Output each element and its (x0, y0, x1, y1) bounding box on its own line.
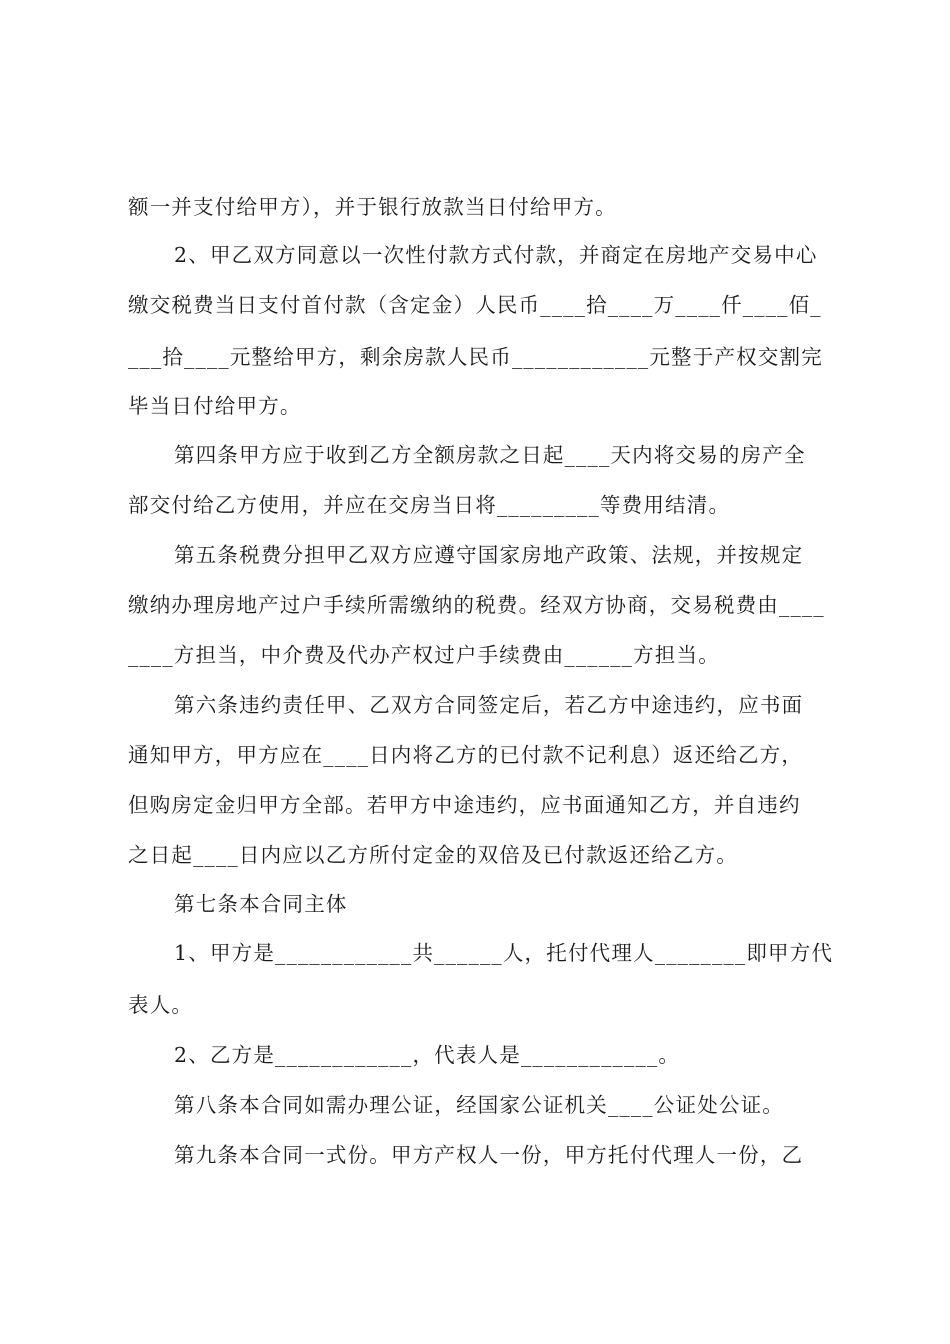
text-line: 第九条本合同一式份。甲方产权人一份，甲方托付代理人一份，乙 (174, 1143, 804, 1167)
text-line: 第五条税费分担甲乙双方应遵守国家房地产政策、法规，并按规定 (174, 543, 804, 567)
text-line: 缴纳办理房地产过户手续所需缴纳的税费。经双方协商，交易税费由____ (128, 593, 825, 617)
text-line: ___拾____元整给甲方，剩余房款人民币____________元整于产权交割完 (128, 345, 823, 369)
text-line: 缴交税费当日支付首付款（含定金）人民币____拾____万____仟____佰_ (128, 293, 822, 317)
text-line: 第六条违约责任甲、乙双方合同签定后，若乙方中途违约，应书面 (174, 693, 804, 717)
text-line: 额一并支付给甲方），并于银行放款当日付给甲方。 (128, 195, 617, 219)
text-line: 第四条甲方应于收到乙方全额房款之日起____天内将交易的房产全 (174, 443, 806, 467)
text-line: 2、乙方是____________，代表人是____________。 (174, 1043, 681, 1067)
text-line: 表人。 (128, 993, 194, 1017)
text-line: 部交付给乙方使用，并应在交房当日将_________等费用结清。 (128, 493, 731, 517)
text-line: 之日起____日内应以乙方所付定金的双倍及已付款返还给乙方。 (128, 843, 738, 867)
text-line: 第七条本合同主体 (174, 892, 348, 916)
text-line: 第八条本合同如需办理公证，经国家公证机关____公证处公证。 (174, 1093, 784, 1117)
text-line: 1、甲方是____________共______人，托付代理人________即甲方代 (174, 941, 834, 965)
text-line: 2、甲乙双方同意以一次性付款方式付款，并商定在房地产交易中心 (174, 243, 818, 267)
text-line: ____方担当，中介费及代办产权过户手续费由______方担当。 (128, 643, 720, 667)
text-line: 通知甲方，甲方应在____日内将乙方的已付款不记利息）返还给乙方， (128, 743, 804, 767)
text-line: 但购房定金归甲方全部。若甲方中途违约，应书面通知乙方，并自违约 (128, 793, 801, 817)
text-line: 毕当日付给甲方。 (128, 394, 302, 418)
